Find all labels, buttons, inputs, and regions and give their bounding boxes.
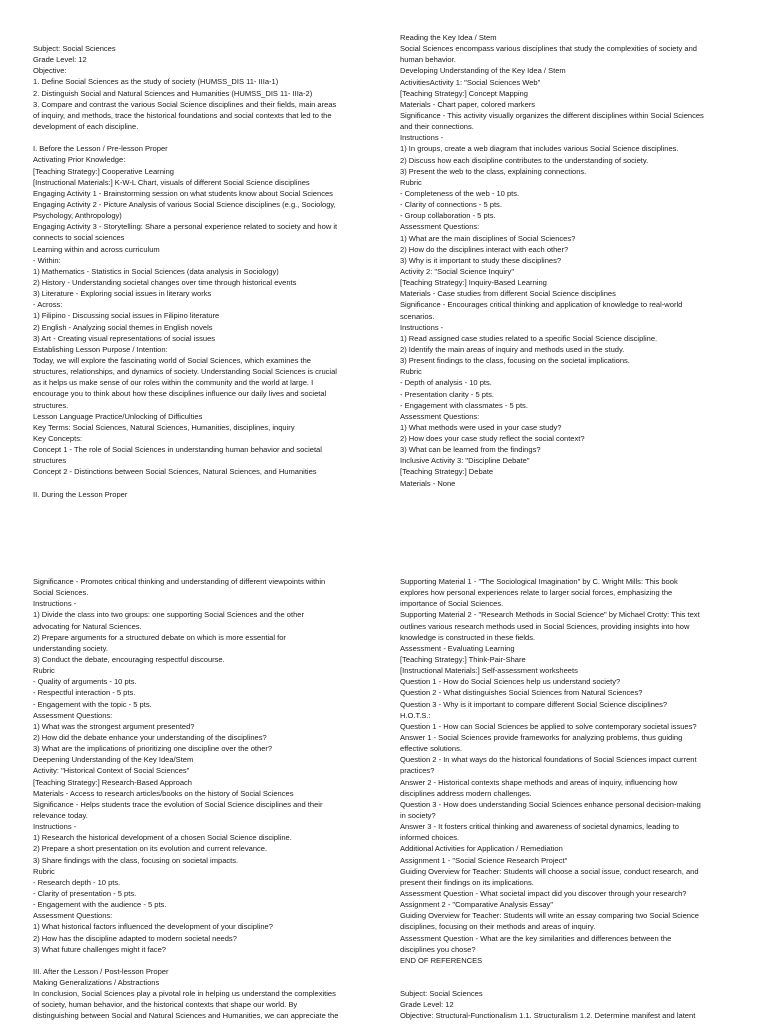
text-line: Assessment Question - What societal impact did you discover through your research?	[400, 888, 687, 898]
text-line: understanding society.	[33, 643, 108, 653]
text-line	[33, 477, 371, 488]
text-line: Subject: Social Sciences	[400, 989, 483, 998]
text-line: In conclusion, Social Sciences play a pivotal role in helping us understand the complexities	[33, 989, 336, 999]
text-line: [Teaching Strategy:] Research-Based Approach	[33, 777, 192, 787]
text-line: Answer 2 - Historical contexts shape methods and areas of inquiry, influencing how	[400, 777, 678, 787]
text-line: Supporting Material 1 - "The Sociological Imagination" by C. Wright Mills: This book	[400, 577, 678, 586]
text-line: Grade Level: 12	[33, 55, 87, 65]
text-line: [Teaching Strategy:] Concept Mapping	[400, 88, 528, 98]
text-line: Instructions -	[400, 133, 444, 143]
text-line: practices?	[400, 766, 435, 776]
document-page-3	[0, 512, 384, 1024]
text-line: Engaging Activity 3 - Storytelling: Share a personal experience related to society and how it	[33, 222, 338, 232]
text-line: - Within:	[33, 255, 61, 265]
text-line: of inquiry, and methods, trace the historical foundations and social contexts that led to the	[33, 110, 332, 120]
text-line: - Engagement with classmates - 5 pts.	[400, 400, 528, 410]
text-line: - Depth of analysis - 10 pts.	[400, 378, 492, 388]
text-line: [Teaching Strategy:] Inquiry-Based Learning	[400, 278, 547, 288]
text-line: [Instructional Materials:] Self-assessment worksheets	[400, 666, 578, 676]
text-line: 2) How did the debate enhance your understanding of the disciplines?	[33, 732, 267, 742]
text-line: Key Terms: Social Sciences, Natural Sciences, Humanities, disciplines, inquiry	[33, 422, 295, 432]
text-line: connects to social sciences	[33, 233, 125, 243]
text-line: - Respectful interaction - 5 pts.	[33, 688, 136, 698]
text-line: encourage you to think about how these disciplines influence our daily lives and societal	[33, 389, 327, 399]
text-line: and their connections.	[400, 122, 474, 132]
text-line: Assessment Question - What are the key similarities and differences between the	[400, 933, 672, 943]
text-line: Question 1 - How can Social Sciences be applied to solve contemporary societal issues?	[400, 721, 697, 731]
text-line: Developing Understanding of the Key Idea / Stem	[400, 66, 566, 76]
text-line: Reading the Key Idea / Stem	[400, 33, 497, 42]
text-line: Inclusive Activity 3: "Discipline Debate"	[400, 456, 530, 466]
text-line: 1) Filipino - Discussing social issues in Filipino literature	[33, 311, 220, 321]
text-line: Question 2 - What distinguishes Social Sciences from Natural Sciences?	[400, 688, 643, 698]
text-line: structures	[33, 456, 67, 466]
text-line: structures, relationships, and dynamics of society. Understanding Social Sciences is crucial	[33, 367, 337, 377]
text-line: Rubric	[400, 367, 422, 377]
text-line: Key Concepts:	[33, 433, 83, 443]
text-line: 2) Identify the main areas of inquiry and methods used in the study.	[400, 344, 625, 354]
text-line: explores how personal experiences relate to larger social forces, emphasizing the	[400, 588, 673, 598]
text-line: - Clarity of presentation - 5 pts.	[33, 888, 137, 898]
text-line: as it helps us make sense of our roles within the community and the world at large. I	[33, 378, 314, 388]
text-line: Assessment Questions:	[400, 222, 480, 232]
text-line: informed choices.	[400, 833, 460, 843]
text-line: 3) Present the web to the class, explaining connections.	[400, 166, 587, 176]
text-line: ActivitiesActivity 1: "Social Sciences Web"	[400, 77, 541, 87]
page-3-text	[33, 576, 371, 1022]
text-line: of society, human behavior, and the historical contexts that shape our world. By	[33, 1000, 298, 1010]
text-line: Question 2 - In what ways do the historical foundations of Social Sciences impact current	[400, 755, 697, 765]
text-line: Guiding Overview for Teacher: Students will choose a social issue, conduct research, and	[400, 866, 699, 876]
text-line: human behavior.	[400, 55, 456, 65]
text-line: H.O.T.S.:	[400, 710, 431, 720]
text-line: Establishing Lesson Purpose / Intention:	[33, 344, 168, 354]
text-line: distinguishing between Social and Natural Sciences and Humanities, we can appreciate the	[33, 1011, 339, 1021]
text-line: - Research depth - 10 pts.	[33, 877, 121, 887]
text-line: Answer 3 - It fosters critical thinking and awareness of societal dynamics, leading to	[400, 822, 679, 832]
text-line: Lesson Language Practice/Unlocking of Difficulties	[33, 411, 203, 421]
text-line: Materials - Access to research articles/books on the history of Social Sciences	[33, 788, 294, 798]
text-line	[33, 132, 371, 143]
text-line: Instructions -	[33, 599, 77, 609]
text-line: 3. Compare and contrast the various Social Science disciplines and their fields, main areas	[33, 99, 337, 109]
text-line: - Engagement with the topic - 5 pts.	[33, 699, 152, 709]
text-line: outlines various research methods used in Social Sciences, providing insights into how	[400, 621, 690, 631]
document-page-2	[384, 0, 768, 512]
text-line: 3) Art - Creating visual representations of social issues	[33, 333, 216, 343]
text-line: 2. Distinguish Social and Natural Sciences and Humanities (HUMSS_DIS 11- IIIa-2)	[33, 88, 313, 98]
text-line: 3) Present findings to the class, focusing on the societal implications.	[400, 356, 630, 366]
text-line: 1) Divide the class into two groups: one supporting Social Sciences and the other	[33, 610, 305, 620]
text-line: Assessment - Evaluating Learning	[400, 643, 515, 653]
text-line: 1) Mathematics - Statistics in Social Sciences (data analysis in Sociology)	[33, 266, 279, 276]
document-page-1	[0, 0, 384, 512]
page-4-text	[400, 576, 738, 966]
text-line: Instructions -	[33, 822, 77, 832]
text-line: Psychology, Anthropology)	[33, 211, 122, 221]
text-line: scenarios.	[400, 311, 435, 321]
text-line: Significance - Helps students trace the evolution of Social Science disciplines and their	[33, 799, 323, 809]
text-line: 2) How does your case study reflect the social context?	[400, 434, 585, 444]
text-line: 1) In groups, create a web diagram that includes various Social Science disciplines.	[400, 144, 679, 154]
text-line: Concept 1 - The role of Social Sciences in understanding human behavior and societal	[33, 445, 322, 455]
text-line: 1) Read assigned case studies related to a specific Social Science discipline.	[400, 333, 658, 343]
text-line: [Teaching Strategy:] Debate	[400, 467, 494, 477]
text-line: Concept 2 - Distinctions between Social Sciences, Natural Sciences, and Humanities	[33, 467, 317, 477]
text-line: END OF REFERENCES	[400, 955, 483, 965]
page-4-next-lesson-text	[400, 988, 738, 1021]
text-line: present their findings on its implications.	[400, 877, 534, 887]
page-2-text	[400, 32, 738, 489]
text-line: Deepening Understanding of the Key Idea/Stem	[33, 755, 194, 765]
text-line: Answer 1 - Social Sciences provide frameworks for analyzing problems, thus guiding	[400, 732, 683, 742]
text-line: [Teaching Strategy:] Think-Pair-Share	[400, 654, 526, 664]
text-line: 2) Discuss how each discipline contributes to the understanding of society.	[400, 155, 649, 165]
text-line: Assessment Questions:	[400, 411, 480, 421]
text-line: - Presentation clarity - 5 pts.	[400, 389, 494, 399]
text-line: 1) What methods were used in your case study?	[400, 422, 562, 432]
text-line: disciplines you chose?	[400, 944, 476, 954]
text-line	[33, 955, 371, 966]
page-1-text	[33, 43, 371, 500]
text-line: Question 3 - Why is it important to compare different Social Science disciplines?	[400, 699, 668, 709]
text-line: Learning within and across curriculum	[33, 244, 160, 254]
text-line: - Clarity of connections - 5 pts.	[400, 200, 502, 210]
text-line: Today, we will explore the fascinating world of Social Sciences, which examines the	[33, 355, 311, 365]
text-line: Objective: Structural-Functionalism 1.1. Structuralism 1.2. Determine manifest and latent	[400, 1011, 696, 1021]
text-line: Social Sciences.	[33, 588, 89, 598]
text-line: Assignment 1 - "Social Science Research Project"	[400, 855, 568, 865]
text-line: Significance - Encourages critical thinking and application of knowledge to real-world	[400, 300, 683, 310]
text-line: 1) What historical factors influenced the development of your discipline?	[33, 922, 273, 932]
text-line: development of each discipline.	[33, 121, 139, 131]
text-line: Significance - This activity visually organizes the different disciplines within Social Sciences	[400, 110, 704, 120]
text-line: Social Sciences encompass various disciplines that study the complexities of society and	[400, 44, 697, 54]
document-page-4	[384, 512, 768, 1024]
text-line: Rubric	[33, 666, 55, 676]
text-line: III. After the Lesson / Post-lesson Proper	[33, 966, 169, 976]
text-line: 3) Conduct the debate, encouraging respectful discourse.	[33, 654, 225, 664]
text-line: Assignment 2 - "Comparative Analysis Essay"	[400, 900, 554, 910]
text-line: 2) How do the disciplines interact with each other?	[400, 244, 569, 254]
text-line: Making Generalizations / Abstractions	[33, 978, 160, 988]
text-line: Additional Activities for Application / Remediation	[400, 844, 563, 854]
text-line: Engaging Activity 2 - Picture Analysis of various Social Science disciplines (e.g., Sociology,	[33, 199, 336, 209]
text-line: importance of Social Sciences.	[400, 599, 504, 609]
text-line: Assessment Questions:	[33, 911, 113, 921]
text-line: 3) What future challenges might it face?	[33, 944, 166, 954]
text-line: in society?	[400, 810, 436, 820]
text-line: 2) Prepare a short presentation on its evolution and current relevance.	[33, 844, 268, 854]
text-line: Significance - Promotes critical thinking and understanding of different viewpoints within	[33, 577, 326, 586]
text-line: - Group collaboration - 5 pts.	[400, 211, 496, 221]
text-line: 3) Literature - Exploring social issues in literary works	[33, 289, 212, 299]
text-line: Assessment Questions:	[33, 710, 113, 720]
text-line: 1. Define Social Sciences as the study of society (HUMSS_DIS 11- IIIa-1)	[33, 77, 279, 87]
text-line: structures.	[33, 400, 69, 410]
text-line: Supporting Material 2 - "Research Methods in Social Science" by Michael Crotty: This text	[400, 610, 700, 620]
text-line: Instructions -	[400, 322, 444, 332]
text-line: 1) What are the main disciplines of Social Sciences?	[400, 233, 576, 243]
text-line: Materials - Chart paper, colored markers	[400, 99, 536, 109]
text-line: knowledge is constructed in these fields.	[400, 632, 536, 642]
text-line: advocating for Natural Sciences.	[33, 621, 142, 631]
text-line: Question 1 - How do Social Sciences help us understand society?	[400, 677, 621, 687]
text-line: - Engagement with the audience - 5 pts.	[33, 900, 167, 910]
text-line: effective solutions.	[400, 744, 462, 754]
text-line: Subject: Social Sciences	[33, 44, 116, 53]
text-line: 3) Why is it important to study these disciplines?	[400, 255, 562, 265]
text-line: 2) History - Understanding societal changes over time through historical events	[33, 277, 297, 287]
text-line: Objective:	[33, 66, 67, 76]
text-line: 3) Share findings with the class, focusing on societal impacts.	[33, 855, 239, 865]
text-line: Engaging Activity 1 - Brainstorming session on what students know about Social Sciences	[33, 188, 333, 198]
text-line: Guiding Overview for Teacher: Students will write an essay comparing two Social Science	[400, 911, 699, 921]
text-line: - Completeness of the web - 10 pts.	[400, 188, 520, 198]
text-line: 2) How has the discipline adapted to modern societal needs?	[33, 933, 237, 943]
text-line: 3) What can be learned from the findings?	[400, 445, 541, 455]
text-line: 1) Research the historical development of a chosen Social Science discipline.	[33, 833, 292, 843]
text-line: [Teaching Strategy:] Cooperative Learning	[33, 166, 174, 176]
text-line: Activity 2: "Social Science Inquiry"	[400, 266, 514, 276]
text-line: 2) English - Analyzing social themes in English novels	[33, 322, 213, 332]
text-line: Activity: "Historical Context of Social Sciences"	[33, 766, 190, 776]
text-line: Question 3 - How does understanding Social Sciences enhance personal decision-making	[400, 799, 701, 809]
text-line: - Across:	[33, 300, 63, 310]
text-line: 3) What are the implications of prioritizing one discipline over the other?	[33, 744, 273, 754]
text-line: I. Before the Lesson / Pre-lesson Proper	[33, 144, 168, 154]
text-line: - Quality of arguments - 10 pts.	[33, 677, 137, 687]
text-line: Rubric	[400, 177, 422, 187]
text-line: [Instructional Materials:] K-W-L Chart, visuals of different Social Science disciplines	[33, 177, 310, 187]
text-line: Grade Level: 12	[400, 1000, 454, 1010]
text-line: disciplines address modern challenges.	[400, 788, 532, 798]
text-line: II. During the Lesson Proper	[33, 489, 128, 499]
text-line: relevance today.	[33, 810, 88, 820]
text-line: Materials - None	[400, 478, 456, 488]
text-line: Materials - Case studies from different Social Science disciplines	[400, 289, 616, 299]
text-line: disciplines, focusing on their methods and areas of inquiry.	[400, 922, 596, 932]
text-line: Activating Prior Knowledge:	[33, 155, 126, 165]
text-line: 1) What was the strongest argument presented?	[33, 721, 195, 731]
text-line: Rubric	[33, 866, 55, 876]
text-line: 2) Prepare arguments for a structured debate on which is more essential for	[33, 632, 286, 642]
